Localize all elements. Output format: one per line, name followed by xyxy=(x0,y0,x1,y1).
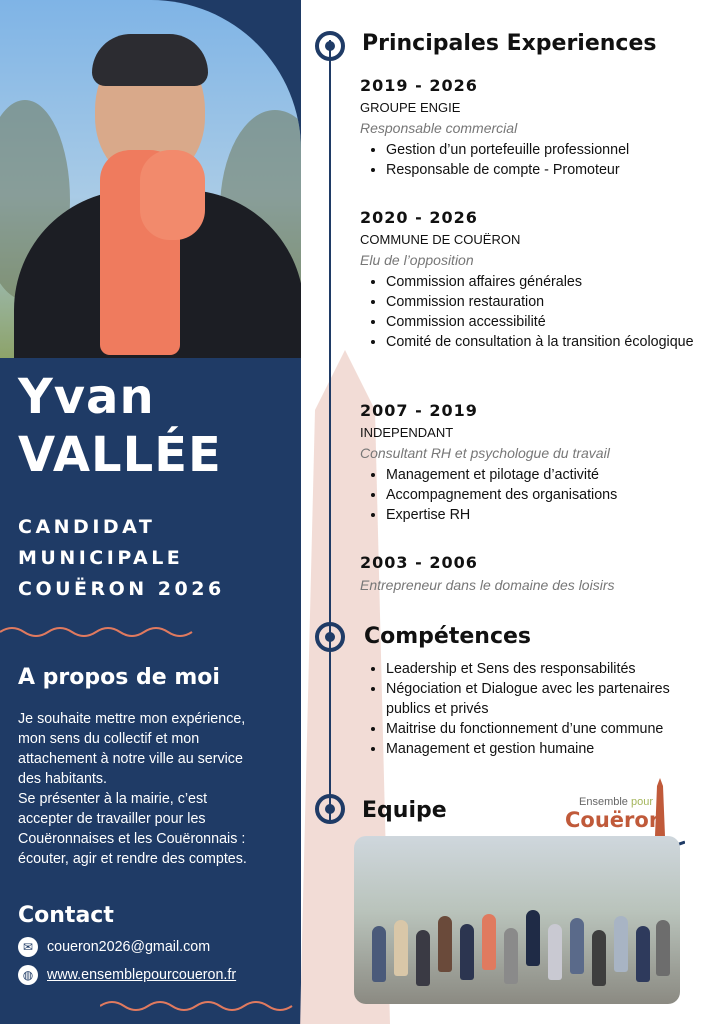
list-item: • Management et pilotage d’activité xyxy=(386,465,710,485)
experience-role: Elu de l’opposition xyxy=(360,252,474,268)
candidacy-title xyxy=(18,512,225,605)
profile-panel xyxy=(0,0,301,1024)
list-item: • Commission restauration xyxy=(386,292,710,312)
skills-list xyxy=(360,659,710,759)
list-item: • Commission affaires générales xyxy=(386,272,710,292)
first-name: Yvan xyxy=(18,369,155,425)
logo-text: Ensemble xyxy=(579,796,628,808)
experience-role: Entrepreneur dans le domaine des loisirs xyxy=(360,577,615,593)
list-item: • Leadership et Sens des responsabilités xyxy=(386,659,710,679)
contact-web-row xyxy=(18,965,236,985)
timeline-line xyxy=(329,40,331,820)
experience-org: COMMUNE DE COUËRON xyxy=(360,232,521,247)
list-item: • Commission accessibilité xyxy=(386,312,710,332)
mail-icon: ✉ xyxy=(18,937,38,957)
last-name: VALLÉE xyxy=(18,427,222,483)
experience-years: 2003 - 2006 xyxy=(360,553,478,572)
wave-divider xyxy=(0,624,200,640)
experience-years: 2019 - 2026 xyxy=(360,76,478,95)
contact-heading: Contact xyxy=(18,903,114,928)
list-item: • Négociation et Dialogue avec les partenaires publics et privés xyxy=(386,679,710,719)
logo-main: Couëron xyxy=(565,808,664,832)
list-item: • Management et gestion humaine xyxy=(386,739,710,759)
contact-email[interactable]: coueron2026@gmail.com xyxy=(47,939,211,955)
experience-item xyxy=(360,76,710,180)
candidacy-line: CANDIDAT xyxy=(18,516,156,538)
list-item: • Expertise RH xyxy=(386,505,710,525)
experience-org: GROUPE ENGIE xyxy=(360,100,461,115)
team-photo xyxy=(354,836,680,1004)
contact-email-row xyxy=(18,937,210,957)
experience-heading: Principales Experiences xyxy=(362,31,657,56)
experience-item xyxy=(360,401,710,525)
candidate-name xyxy=(18,368,222,484)
list-item: • Gestion d’un portefeuille professionnel xyxy=(386,140,710,160)
experience-org: INDEPENDANT xyxy=(360,425,454,440)
spiral-bullet-icon xyxy=(314,30,346,62)
list-item: • Maitrise du fonctionnement d’une commune xyxy=(386,719,710,739)
team-heading: Equipe xyxy=(362,798,447,823)
globe-icon: ◍ xyxy=(18,965,38,985)
experience-role: Responsable commercial xyxy=(360,120,518,136)
experience-item xyxy=(360,208,710,352)
candidacy-line: COUËRON 2026 xyxy=(18,578,225,600)
list-item: • Comité de consultation à la transition écologique xyxy=(386,332,710,352)
experience-item xyxy=(360,553,710,597)
list-item: • Responsable de compte - Promoteur xyxy=(386,160,710,180)
skills-heading: Compétences xyxy=(364,624,532,649)
spiral-bullet-icon xyxy=(314,621,346,653)
list-item: • Accompagnement des organisations xyxy=(386,485,710,505)
experience-years: 2007 - 2019 xyxy=(360,401,478,420)
experience-years: 2020 - 2026 xyxy=(360,208,478,227)
spiral-bullet-icon xyxy=(314,793,346,825)
about-text: Je souhaite mettre mon expérience, mon sens du collectif et mon attachement à notre ville au service des habitants. Se présenter à la mairie, c’est accepter de travailler pour les Couëronnaises et les Couëronnais : écouter, agir et rendre des comptes. xyxy=(18,711,247,867)
candidacy-line: MUNICIPALE xyxy=(18,547,184,569)
logo-accent: pour xyxy=(630,796,654,808)
about-heading: A propos de moi xyxy=(18,665,220,690)
contact-website-link[interactable]: www.ensemblepourcoueron.fr xyxy=(47,967,237,983)
candidate-photo xyxy=(0,0,301,358)
experience-role: Consultant RH et psychologue du travail xyxy=(360,445,610,461)
